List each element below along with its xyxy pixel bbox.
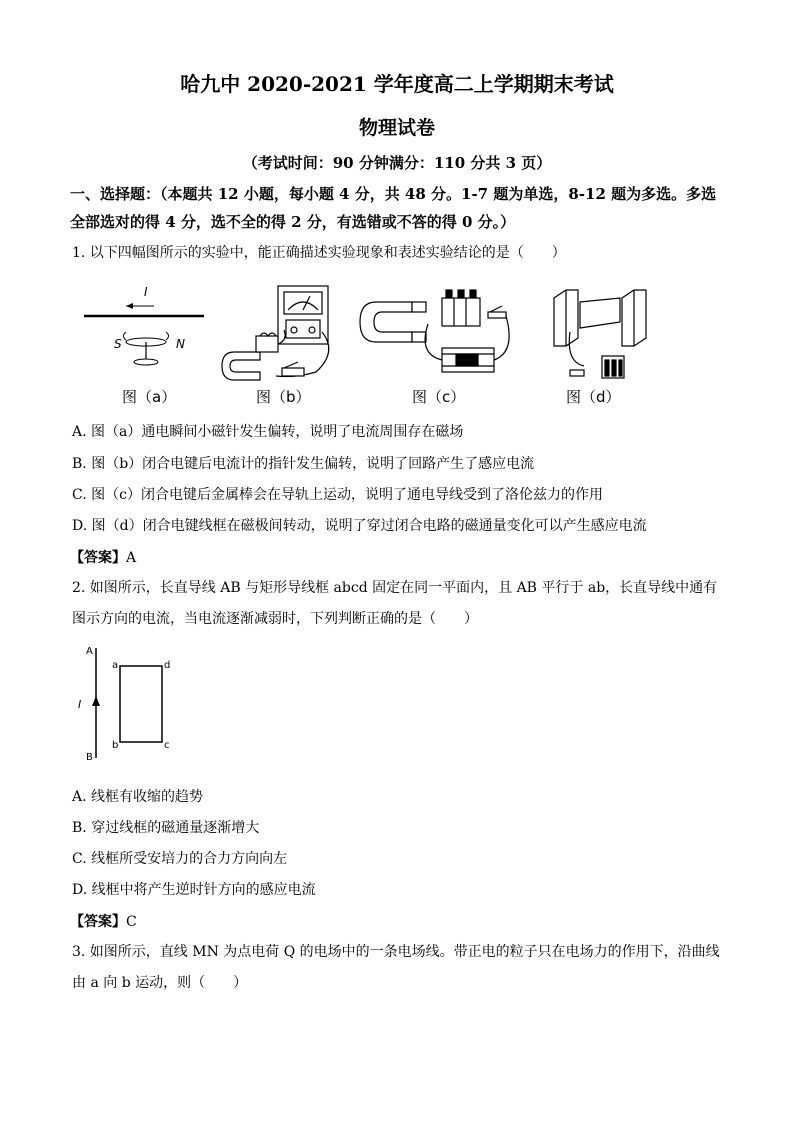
- s-pole-label: S: [114, 337, 122, 351]
- question-1-option-a: A. 图（a）通电瞬间小磁针发生偏转，说明了电流周围存在磁场: [72, 424, 464, 440]
- label-d: d: [164, 660, 171, 671]
- question-2-stem: 2. 如图所示，长直导线 AB 与矩形导线框 abcd 固定在同一平面内，且 AB 平行于 ab，长直导线中通有图示方向的电流，当电流逐渐减弱时，下列判断正确的是（ ）: [72, 580, 718, 627]
- exam-title: 哈九中 2020-2021 学年度高二上学期期末考试: [180, 72, 614, 96]
- answer-label: 【答案】: [70, 550, 126, 566]
- figure-a-wire-compass: [84, 285, 204, 365]
- answer-value: C: [126, 914, 137, 930]
- figure-c-rails: [360, 290, 509, 372]
- caption-a: 图（a）: [122, 388, 177, 406]
- question-1-stem: 1. 以下四幅图所示的实验中，能正确描述实验现象和表述实验结论的是（ ）: [72, 245, 566, 261]
- question-2-answer: [70, 911, 137, 931]
- question-2-figure: [70, 640, 190, 770]
- figure-d-rotating-coil: [554, 290, 646, 378]
- subject-title: 物理试卷: [358, 117, 435, 139]
- question-2-option-a: A. 线框有收缩的趋势: [72, 789, 204, 805]
- question-2-option-c: C. 线框所受安培力的合力方向向左: [72, 851, 288, 867]
- question-1-option-c: C. 图（c）闭合电键后金属棒会在导轨上运动，说明了通电导线受到了洛伦兹力的作用: [72, 487, 603, 503]
- label-a: a: [112, 660, 119, 671]
- label-B: B: [86, 752, 93, 763]
- label-A: A: [86, 646, 93, 657]
- caption-d: 图（d）: [566, 388, 621, 406]
- current-label-i: I: [144, 285, 148, 299]
- question-1-option-b: B. 图（b）闭合电键后电流计的指针发生偏转，说明了回路产生了感应电流: [72, 456, 535, 472]
- figure-b-galvanometer: [222, 286, 329, 380]
- section-heading: 一、选择题：（本题共 12 小题，每小题 4 分，共 48 分。1-7 题为单选，8-12 题为多选。多选全部选对的得 4 分，选不全的得 2 分，有选错或不答的得 0 分。）: [70, 185, 717, 231]
- question-3-stem: 3. 如图所示，直线 MN 为点电荷 Q 的电场中的一条电场线。带正电的粒子只在电场力的作用下，沿曲线由 a 向 b 运动，则（ ）: [72, 944, 720, 991]
- label-I: I: [78, 698, 82, 711]
- caption-c: 图（c）: [412, 388, 466, 406]
- answer-value: A: [126, 550, 137, 566]
- question-1-figure: [70, 272, 670, 414]
- question-1-option-d: D. 图（d）闭合电键线框在磁极间转动，说明了穿过闭合电路的磁通量变化可以产生感应电流: [72, 518, 647, 534]
- question-2-option-d: D. 线框中将产生逆时针方向的感应电流: [72, 882, 316, 898]
- label-b: b: [112, 740, 119, 751]
- question-2-option-b: B. 穿过线框的磁通量逐渐增大: [72, 820, 260, 836]
- exam-info: （考试时间：90 分钟满分：110 分共 3 页）: [242, 154, 552, 172]
- label-c: c: [164, 740, 170, 751]
- n-pole-label: N: [176, 337, 185, 351]
- question-1-answer: [70, 547, 136, 567]
- answer-label: 【答案】: [70, 914, 126, 930]
- caption-b: 图（b）: [256, 388, 311, 406]
